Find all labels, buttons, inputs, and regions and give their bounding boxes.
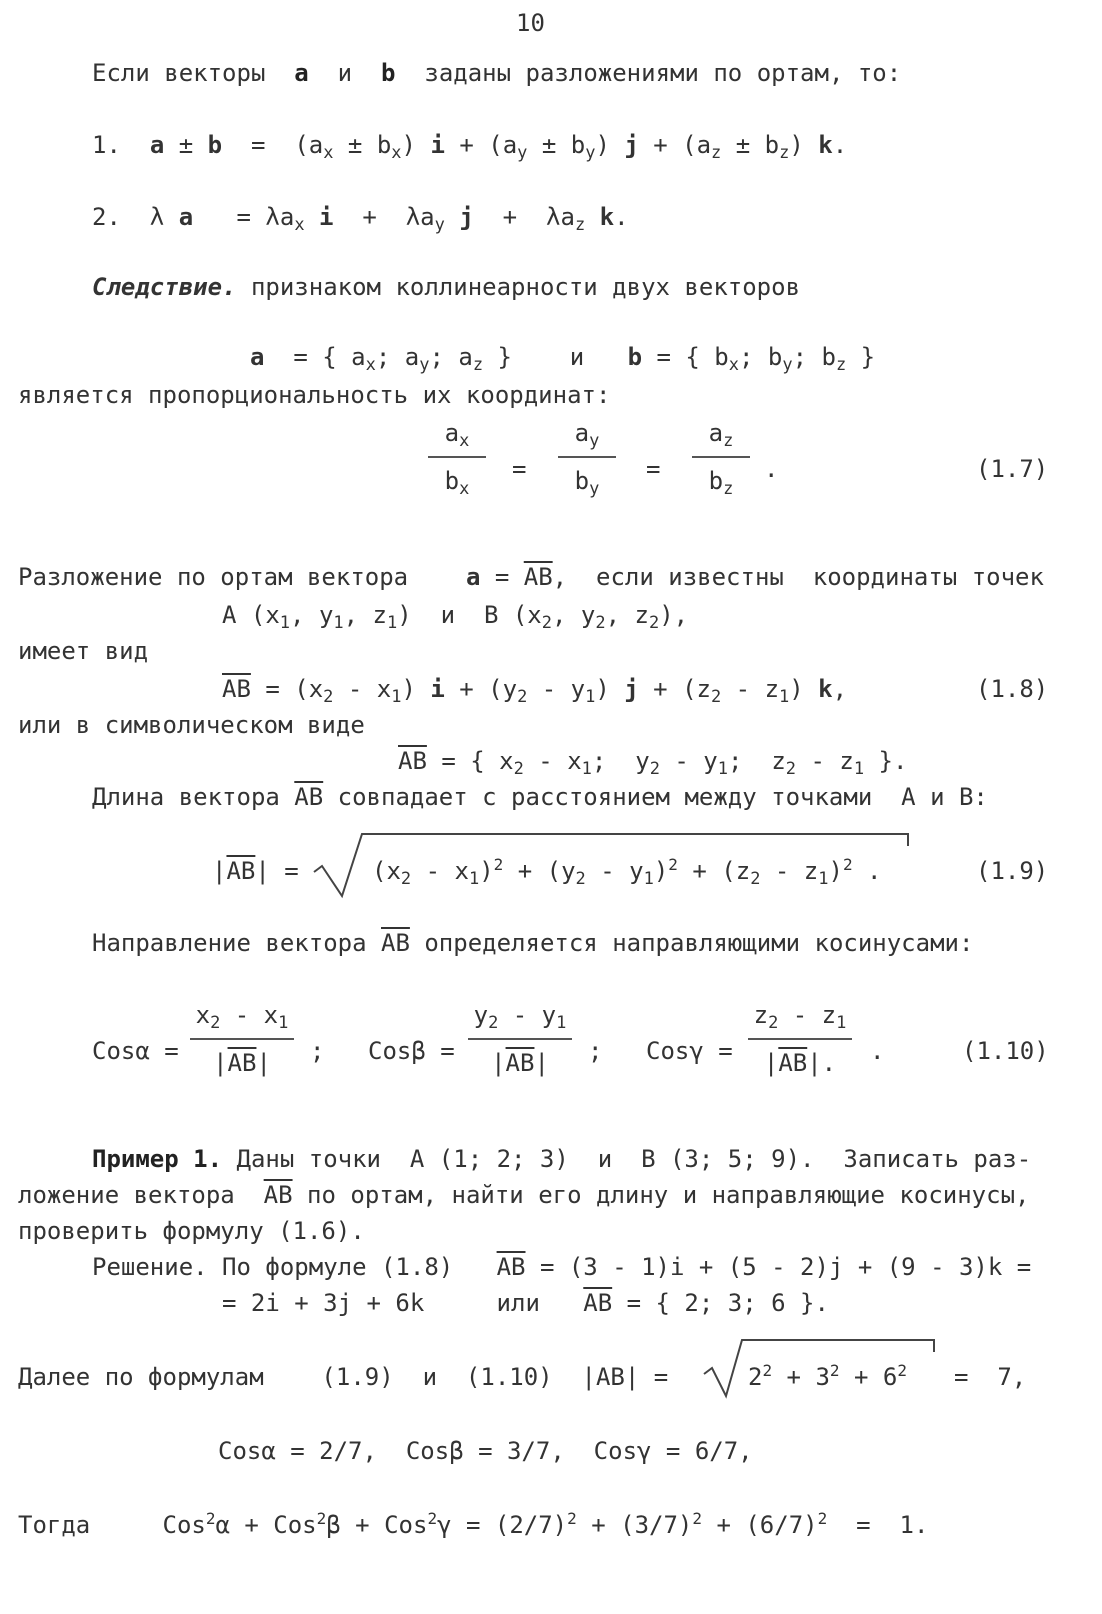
example-label: Пример 1.: [92, 1145, 223, 1173]
expansion-text: Разложение по ортам вектора: [18, 563, 409, 591]
frac-ay-by: $a_y$ $b_y$: [558, 418, 616, 496]
frac-az-bz: $a_z$ $b_z$: [692, 418, 750, 496]
item2-number: 2.: [92, 203, 121, 231]
direction-line: Направление вектора $\overline{AB}$ определяется направляющими косинусами:: [92, 929, 974, 957]
intro-end: заданы разложениями по ортам, то:: [424, 59, 902, 87]
formula-sum: 1. $a \pm b = (a_x \pm b_x) i + (a_y \pm b_y) j + (a_z \pm b_z)$ k.: [92, 131, 848, 163]
example-text-2a: ложение вектора: [18, 1181, 235, 1209]
looks-like-text: имеет вид: [18, 637, 149, 665]
item1-number: 1.: [92, 131, 121, 159]
length-text-2: совпадает с расстоянием между точками A и B:: [337, 783, 988, 811]
period: .: [764, 455, 779, 483]
formula-scalar: 2. λ $a = \lambda a_x$ $i + \lambda a_y$ $j + \lambda a_z$ k.: [92, 203, 629, 235]
cos-values: Cosα = 2/7, Cosβ = 3/7, Cosγ = 6/7,: [218, 1437, 753, 1465]
result-seven: = 7,: [954, 1363, 1027, 1391]
formula-ab-symbolic: $\overline{AB}$ = { $x_2 - x_1$; $y_2 - y_1$; $z_2 - z_1$ }.: [398, 747, 908, 779]
solution-rhs-2: = 2i + 3j + 6k: [222, 1289, 425, 1317]
formula-length-radicand: $(x_2 - x_1)^2 + (y_2 - y_1)^2 + (z_2 - z_1)^2$ .: [372, 855, 882, 889]
expansion-line: Разложение по ортам вектора $a = \overline{AB}$, если известны координаты точек: [18, 563, 1044, 591]
formula-ab-expansion: $\overline{AB} = (x_2 - x_1) i + (y_2 - y_1) j + (z_2 - z_1)$ k,: [222, 675, 848, 707]
example-line-1: [92, 1144, 1031, 1174]
vectors-coords: a = { $a_x$; $a_y$; $a_z$ } и b = { $b_x$; $b_y$; $b_z$ }: [250, 343, 876, 375]
semicolon: ;: [310, 1037, 325, 1065]
example-line-3: проверить формулу (1.6).: [18, 1217, 365, 1245]
length-line: Длина вектора $\overline{AB}$ совпадает с расстоянием между точками A и B:: [92, 783, 988, 811]
cos-alpha-label: Cosα =: [92, 1037, 179, 1065]
page-number: 10: [516, 9, 545, 37]
period: .: [870, 1037, 885, 1065]
and-word: и: [337, 59, 353, 87]
corollary-text: признаком коллинеарности двух векторов: [250, 273, 801, 301]
intro-text: Если векторы: [92, 59, 266, 87]
direction-text: Направление вектора: [92, 929, 367, 957]
final-line: Тогда $Cos^2\alpha + Cos^2\beta + Cos^2\gamma = (2/7)^2 + (3/7)^2 + (6/7)^2 = 1$.: [18, 1509, 929, 1539]
semicolon: ;: [588, 1037, 603, 1065]
length-text: Длина вектора: [92, 783, 280, 811]
ab-abs: |AB|: [581, 1363, 640, 1391]
equation-number-1-8: (1.8): [976, 675, 1049, 703]
equals-sign: =: [512, 455, 527, 483]
final-result: = 1.: [856, 1511, 929, 1539]
solution-or: или: [496, 1289, 540, 1317]
proportional-text: является пропорциональность их координат:: [18, 381, 611, 409]
cos-gamma-label: Cosγ =: [646, 1037, 733, 1065]
example-line-2: ложение вектора $\overline{AB}$ по ортам, найти его длину и направляющие косинусы,: [18, 1181, 1030, 1209]
further-line: Далее по формулам (1.9) и (1.10) |AB| =: [18, 1363, 669, 1391]
example-text-1: Даны точки A (1; 2; 3) и B (3; 5; 9). Записать раз-: [236, 1145, 1032, 1173]
solution-label: Решение. По формуле (1.8): [92, 1253, 454, 1281]
cos-beta-label: Cosβ =: [368, 1037, 455, 1065]
known-coords-text: если известны координаты точек: [596, 563, 1044, 591]
solution-line-2: = 2i + 3j + 6k или $\overline{AB}$ = { 2; 3; 6 }.: [222, 1289, 829, 1317]
further-text: Далее по формулам (1.9) и (1.10): [18, 1363, 553, 1391]
corollary-label: Следствие.: [92, 273, 237, 301]
frac-ax-bx: $a_x$ $b_x$: [428, 418, 486, 496]
radicand-numbers: $2^2 + 3^2 + 6^2$: [748, 1361, 907, 1391]
equation-number-1-7: (1.7): [976, 455, 1049, 483]
example-text-2b: по ортам, найти его длину и направляющие косинусы,: [307, 1181, 1030, 1209]
corollary-line: [92, 272, 800, 302]
formula-length-lhs: $|\overline{AB}|$ =: [212, 857, 299, 885]
solution-rhs-3: = { 2; 3; 6 }.: [626, 1289, 829, 1317]
equation-number-1-10: (1.10): [962, 1037, 1049, 1065]
vector-b: b: [381, 59, 396, 87]
symbolic-text: или в символическом виде: [18, 711, 365, 739]
direction-text-2: определяется направляющими косинусами:: [424, 929, 974, 957]
frac-cos-beta: $y_2 - y_1$ $|\overline{AB}|$: [468, 1000, 572, 1078]
points-ab: A ($x_1$, $y_1$, $z_1$) и B ($x_2$, $y_2$, $z_2$),: [222, 601, 689, 633]
solution-line-1: Решение. По формуле (1.8) $\overline{AB} = (3 - 1)i + (5 - 2)j + (9 - 3)k$ =: [92, 1253, 1032, 1281]
equals-sign: =: [646, 455, 661, 483]
frac-cos-alpha: $x_2 - x_1$ $|\overline{AB}|$: [190, 1000, 294, 1078]
equation-number-1-9: (1.9): [976, 857, 1049, 885]
solution-rhs-1: = (3 - 1)i + (5 - 2)j + (9 - 3)k =: [539, 1253, 1032, 1281]
vector-a: a: [294, 59, 309, 87]
intro-line: [92, 58, 901, 88]
then-text: Тогда: [18, 1511, 91, 1539]
frac-cos-gamma: $z_2 - z_1$ $|\overline{AB}|$.: [748, 1000, 852, 1078]
